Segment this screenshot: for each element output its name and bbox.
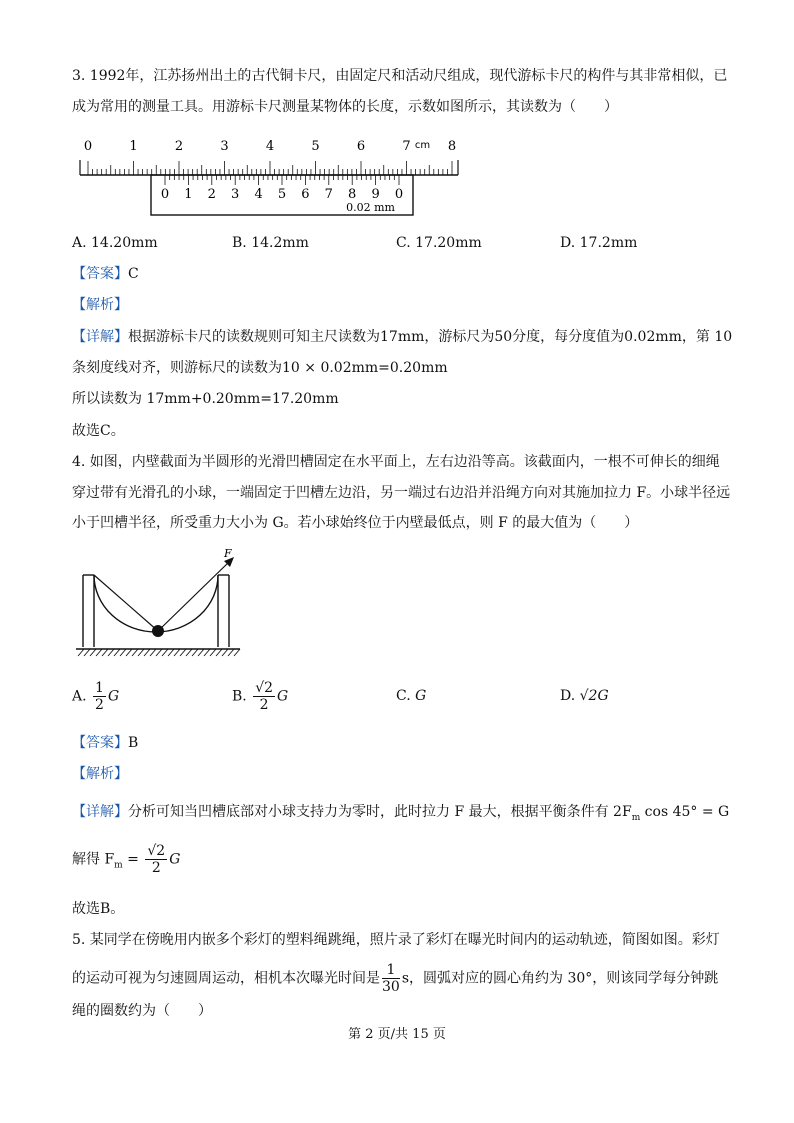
q4-option-d: D. √2G xyxy=(560,688,609,704)
q3-text-line1: 3. 1992年，江苏扬州出土的古代铜卡尺，由固定尺和活动尺组成，现代游标卡尺的构件与其非常相似，已 xyxy=(72,68,728,84)
q4-option-c: C. G xyxy=(396,688,427,704)
main-scale-label: 0 xyxy=(83,139,93,154)
q4-option-b: B. $\frac{√2}{2}$ G xyxy=(232,680,289,713)
q3-analysis-tag: 【解析】 xyxy=(72,297,128,313)
q3-option-b: B. 14.2mm xyxy=(232,235,309,251)
vernier-unit-label: 0.02 mm xyxy=(346,201,395,214)
q3-option-a: A. 14.20mm xyxy=(72,235,158,251)
q3-detail-line2: 条刻度线对齐，则游标尺的读数为10 × 0.02mm=0.20mm xyxy=(72,360,448,376)
q4-detail-line1: 【详解】分析可知当凹槽底部对小球支持力为零时，此时拉力 F 最大，根据平衡条件有 $2F_m$ cos 45° = G xyxy=(72,804,730,823)
q4-text-line1: 4. 如图，内壁截面为半圆形的光滑凹槽固定在水平面上，左右边沿等高。该截面内，一根不可伸长的细绳 xyxy=(72,454,720,470)
vernier-caliper-figure xyxy=(70,130,470,220)
q5-text-line1: 5. 某同学在傍晚用内嵌多个彩灯的塑料绳跳绳，照片录了彩灯在曝光时间内的运动轨迹，简图如图。彩灯 xyxy=(72,932,720,948)
q3-option-d: D. 17.2mm xyxy=(560,235,638,251)
q4-conclusion: 故选B。 xyxy=(72,901,125,917)
q4-analysis-tag: 【解析】 xyxy=(72,766,128,782)
vernier-label: 3 xyxy=(231,187,240,202)
q3-answer: 【答案】C xyxy=(72,266,139,282)
q4-text-line2: 穿过带有光滑孔的小球，一端固定于凹槽左边沿，另一端过右边沿并沿绳方向对其施加拉力 F。小球半径远 xyxy=(72,485,731,501)
vernier-label: 5 xyxy=(277,187,287,202)
force-label: F xyxy=(224,547,232,560)
vernier-label: 0 xyxy=(394,187,404,202)
main-scale-label: 2 xyxy=(174,139,184,154)
vernier-label: 4 xyxy=(254,187,263,202)
vernier-label: 2 xyxy=(207,187,216,202)
q5-text-line2: 的运动可视为匀速圆周运动，相机本次曝光时间是 $\frac{1}{30}$ s，圆弧对应的圆心角约为 30°，则该同学每分钟跳 xyxy=(72,962,719,995)
page-footer: 第 2 页/共 15 页 xyxy=(348,1027,446,1042)
main-scale-label: 3 xyxy=(220,139,229,154)
q4-text-line3: 小于凹槽半径，所受重力大小为 G。若小球始终位于内壁最低点，则 F 的最大值为（ ） xyxy=(72,515,639,531)
q4-answer: 【答案】B xyxy=(72,735,139,751)
main-scale-label: 5 xyxy=(311,139,320,154)
main-scale-label: 1 xyxy=(129,139,138,154)
q3-option-c: C. 17.20mm xyxy=(396,235,482,251)
main-scale-label: 8 xyxy=(447,139,457,154)
vernier-label: 7 xyxy=(324,187,333,202)
ball xyxy=(152,625,164,637)
q3-detail-line3: 所以读数为 17mm+0.20mm=17.20mm xyxy=(72,391,339,407)
q5-text-line3: 绳的圈数约为（ ） xyxy=(72,1003,212,1019)
main-scale-label: 6 xyxy=(356,139,366,154)
q3-text-line2: 成为常用的测量工具。用游标卡尺测量某物体的长度，示数如图所示，其读数为（ ） xyxy=(72,99,618,115)
q4-solve-line: 解得 $F_m$ = $\frac{√2}{2}$ G xyxy=(72,843,181,876)
main-scale xyxy=(80,139,458,175)
main-scale-label: 4 xyxy=(265,139,275,154)
q3-conclusion: 故选C。 xyxy=(72,423,125,439)
vernier-label: 1 xyxy=(184,187,193,202)
main-unit-label: cm xyxy=(414,140,431,151)
vernier-scale xyxy=(151,175,413,215)
q4-option-a: A. $\frac{1}{2}$ G xyxy=(72,680,120,713)
main-scale-label: 7 xyxy=(402,139,411,154)
vernier-label: 0 xyxy=(160,187,170,202)
groove-figure xyxy=(72,545,252,660)
vernier-label: 8 xyxy=(348,187,357,202)
vernier-label: 9 xyxy=(371,187,380,202)
q3-detail-line1: 【详解】根据游标卡尺的读数规则可知主尺读数为17mm，游标尺为50分度，每分度值为0.02mm，第 10 xyxy=(72,329,733,345)
vernier-label: 6 xyxy=(301,187,310,202)
